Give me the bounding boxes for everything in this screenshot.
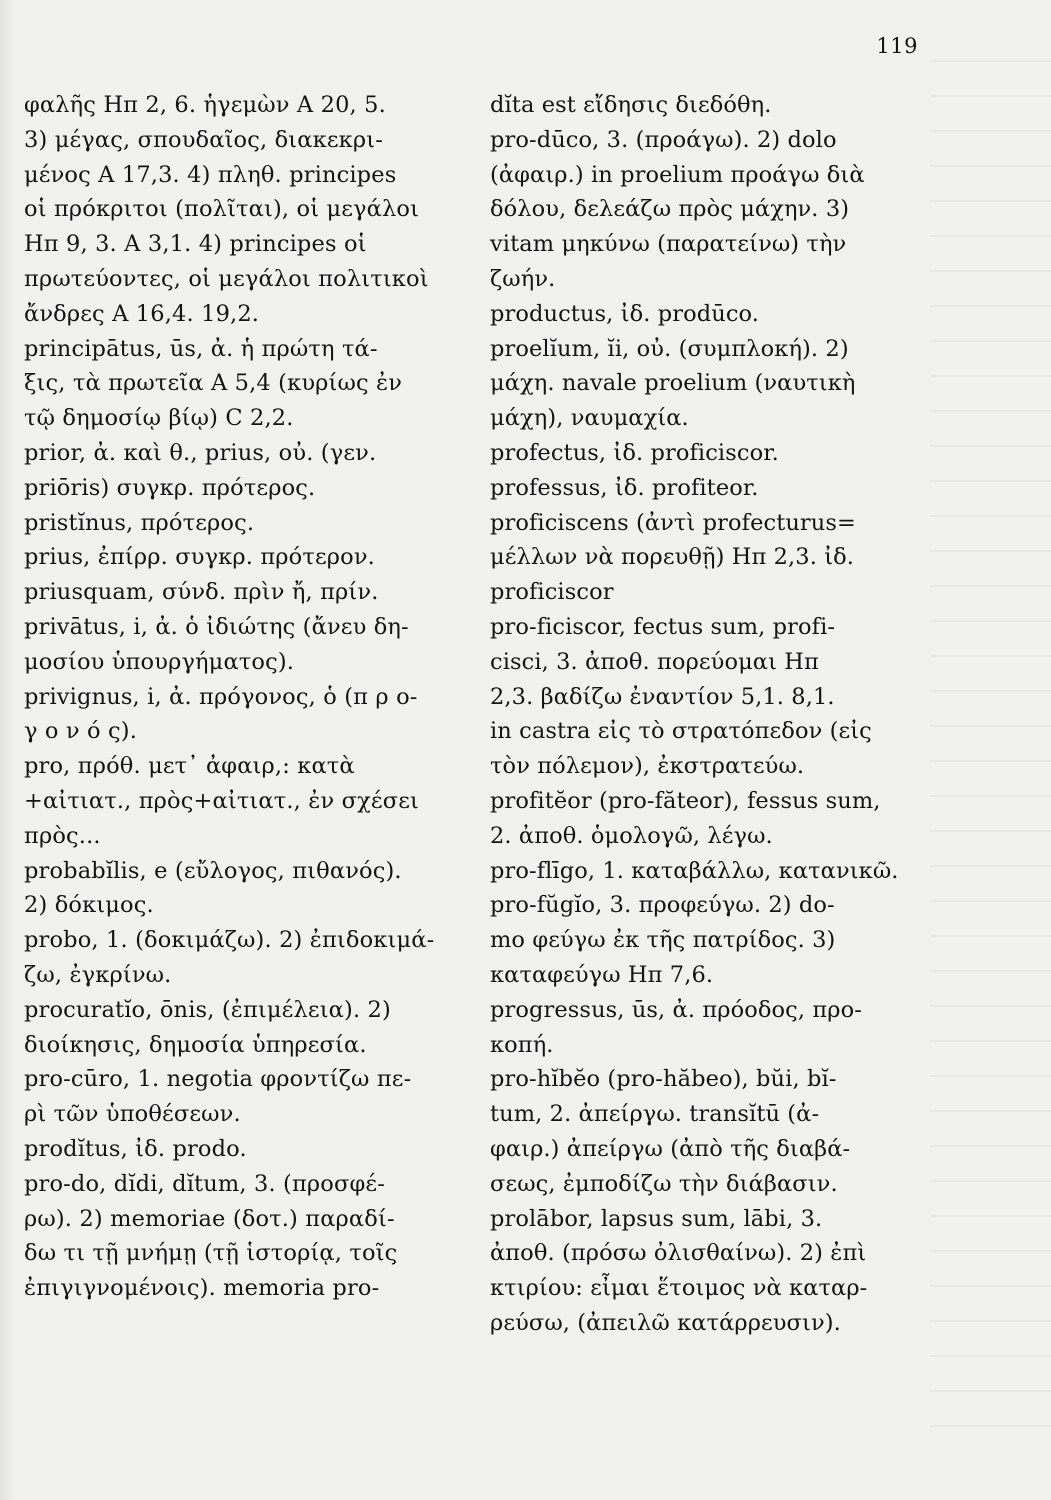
dictionary-line: privātus, i, ἀ. ὁ ἰδιώτης (ἄνευ δη- <box>24 613 409 640</box>
dictionary-line: pro, πρόθ. μετ᾽ ἀφαιρ,: κατὰ <box>24 753 355 780</box>
dictionary-line: probabĭlis, e (εὔλογος, πιθανός). <box>24 857 402 884</box>
dictionary-line: pro-flīgo, 1. καταβάλλω, κατανικῶ. <box>490 857 899 884</box>
dictionary-line: tum, 2. ἀπείργω. transĭtū (ἀ- <box>490 1101 820 1128</box>
page-edge-shadow <box>0 0 16 1500</box>
dictionary-line: 2,3. βαδίζω ἐναντίον 5,1. 8,1. <box>490 683 835 710</box>
dictionary-line: ρὶ τῶν ὑποθέσεων. <box>24 1101 241 1128</box>
dictionary-line: πρωτεύοντες, οἱ μεγάλοι πολιτικοὶ <box>24 265 429 292</box>
dictionary-line: ζωήν. <box>490 265 556 292</box>
dictionary-line: probo, 1. (δοκιμάζω). 2) ἐπιδοκιμά- <box>24 927 435 954</box>
dictionary-line: +αἰτιατ., πρὸς+αἰτιατ., ἐν σχέσει <box>24 787 419 814</box>
dictionary-line: privignus, i, ἀ. πρόγονος, ὁ (π ρ ο- <box>24 683 418 710</box>
dictionary-line: ρεύσω, (ἀπειλῶ κατάρρευσιν). <box>490 1309 841 1336</box>
dictionary-line: Ηπ 9, 3. Α 3,1. 4) principes οἱ <box>24 231 367 258</box>
dictionary-line: δω τι τῇ μνήμῃ (τῇ ἱστορίᾳ, τοῖς <box>24 1240 398 1267</box>
dictionary-line: pro-ficiscor, fectus sum, profi- <box>490 613 836 640</box>
dictionary-line: μοσίου ὑπουργήματος). <box>24 648 295 675</box>
dictionary-line: in castra εἰς τὸ στρατόπεδον (εἰς <box>490 718 872 745</box>
dictionary-line: γ ο ν ό ς). <box>24 718 138 745</box>
dictionary-line: μάχη), ναυμαχία. <box>490 405 689 432</box>
dictionary-line: productus, ἰδ. prodūco. <box>490 300 760 327</box>
dictionary-line: prius, ἐπίρρ. συγκρ. πρότερον. <box>24 544 375 571</box>
dictionary-line: δόλου, δελεάζω πρὸς μάχην. 3) <box>490 196 850 223</box>
dictionary-line: prodĭtus, ἰδ. prodo. <box>24 1135 247 1162</box>
dictionary-line: κτιρίου: εἶμαι ἕτοιμος νὰ καταρ- <box>490 1275 868 1302</box>
dictionary-line: καταφεύγω Ηπ 7,6. <box>490 961 714 988</box>
dictionary-line: proelĭum, ĭi, οὐ. (συμπλοκή). 2) <box>490 335 849 362</box>
dictionary-line: πρὸς... <box>24 822 101 849</box>
dictionary-line: 2. ἀποθ. ὁμολογῶ, λέγω. <box>490 822 773 849</box>
dictionary-line: τῷ δημοσίῳ βίῳ) C 2,2. <box>24 405 294 432</box>
dictionary-line: μάχη. navale proelium (ναυτικὴ <box>490 370 856 397</box>
dictionary-line: pro-fŭgĭo, 3. προφεύγω. 2) do- <box>490 892 835 919</box>
dictionary-line: ζω, ἐγκρίνω. <box>24 961 172 988</box>
dictionary-line: μέλλων νὰ πορευθῇ) Ηπ 2,3. ἰδ. <box>490 544 855 571</box>
dictionary-line: pro-hĭbĕo (pro-hăbeo), bŭi, bĭ- <box>490 1066 837 1093</box>
dictionary-line: φαλῆς Ηπ 2, 6. ἡγεμὼν Α 20, 5. <box>24 92 386 118</box>
dictionary-line: σεως, ἐμποδίζω τὴν διάβασιν. <box>490 1170 838 1197</box>
dictionary-line: ἐπιγιγνομένοις). memoria pro- <box>24 1275 380 1302</box>
dictionary-line: principātus, ūs, ἀ. ἡ πρώτη τά- <box>24 335 378 362</box>
dictionary-line: profitĕor (pro-făteor), fessus sum, <box>490 787 881 814</box>
dictionary-line: τὸν πόλεμον), ἐκστρατεύω. <box>490 753 805 780</box>
dictionary-line: pro-cūro, 1. negotia φροντίζω πε- <box>24 1066 412 1093</box>
dictionary-line: pro-do, dĭdi, dĭtum, 3. (προσφέ- <box>24 1170 385 1197</box>
dictionary-line: dĭta est εἴδησις διεδόθη. <box>490 92 772 118</box>
dictionary-line: professus, ἰδ. profiteor. <box>490 474 759 501</box>
dictionary-line: 2) δόκιμος. <box>24 892 154 919</box>
left-column <box>24 88 464 1306</box>
dictionary-line: ἄνδρες Α 16,4. 19,2. <box>24 300 260 327</box>
right-column <box>490 88 920 1341</box>
dictionary-line: prior, ἀ. καὶ θ., prius, οὐ. (γεν. <box>24 439 377 466</box>
dictionary-line: διοίκησις, δημοσία ὑπηρεσία. <box>24 1031 367 1058</box>
dictionary-line: pro-dūco, 3. (προάγω). 2) dolo <box>490 126 837 153</box>
dictionary-line: φαιρ.) ἀπείργω (ἀπὸ τῆς διαβά- <box>490 1135 851 1162</box>
dictionary-line: progressus, ūs, ἀ. πρόοδος, προ- <box>490 996 862 1023</box>
dictionary-line: mo φεύγω ἐκ τῆς πατρίδος. 3) <box>490 927 836 954</box>
dictionary-line: ἀποθ. (πρόσω ὀλισθαίνω). 2) ἐπὶ <box>490 1240 867 1267</box>
dictionary-line: 3) μέγας, σπουδαῖος, διακεκρι- <box>24 126 383 153</box>
dictionary-line: proficiscor <box>490 579 614 606</box>
dictionary-line: procuratĭo, ōnis, (ἐπιμέλεια). 2) <box>24 996 391 1023</box>
dictionary-line: priusquam, σύνδ. πρὶν ἤ, πρίν. <box>24 579 379 606</box>
dictionary-line: οἱ πρόκριτοι (πολῖται), οἱ μεγάλοι <box>24 196 420 223</box>
dictionary-line: pristĭnus, πρότερος. <box>24 509 255 536</box>
dictionary-line: ρω). 2) memoriae (δοτ.) παραδί- <box>24 1205 395 1232</box>
dictionary-line: cisci, 3. ἀποθ. πορεύομαι Ηπ <box>490 648 819 675</box>
page-number: 119 <box>876 34 918 58</box>
dictionary-line: profectus, ἰδ. proficiscor. <box>490 439 779 466</box>
dictionary-line: κοπή. <box>490 1031 554 1058</box>
dictionary-line: μένος Α 17,3. 4) πληθ. principes <box>24 161 397 188</box>
dictionary-line: prolābor, lapsus sum, lābi, 3. <box>490 1205 823 1232</box>
dictionary-line: ξις, τὰ πρωτεῖα Α 5,4 (κυρίως ἐν <box>24 370 403 397</box>
dictionary-line: proficiscens (ἀντὶ profecturus= <box>490 509 856 536</box>
dictionary-line: priōris) συγκρ. πρότερος. <box>24 474 316 501</box>
bleed-through-texture <box>930 60 1051 1460</box>
dictionary-line: vitam μηκύνω (παρατείνω) τὴν <box>490 231 847 258</box>
dictionary-line: (ἀφαιρ.) in proelium προάγω διὰ <box>490 161 865 188</box>
